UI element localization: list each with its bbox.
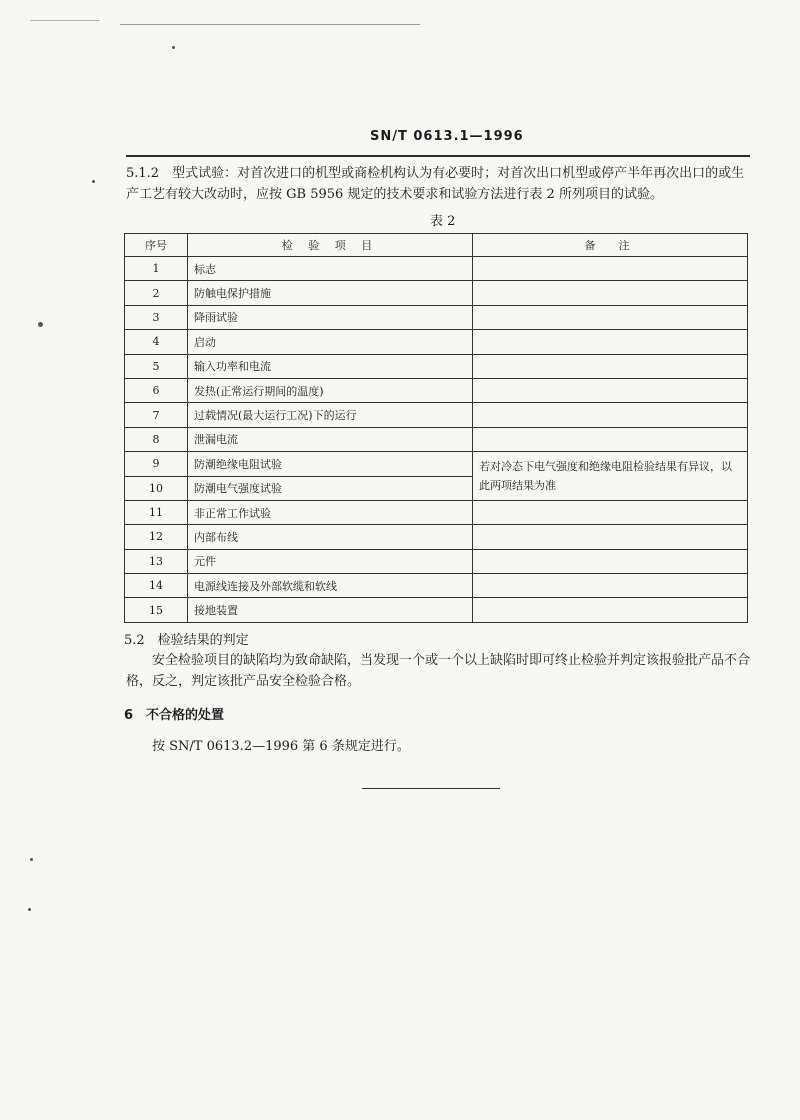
table-row bbox=[125, 427, 748, 451]
header-item: 检 验 项 目 bbox=[188, 234, 473, 257]
scan-artifact-line bbox=[30, 20, 100, 21]
table-row bbox=[125, 525, 748, 549]
scan-speck bbox=[30, 858, 33, 861]
table-row bbox=[125, 574, 748, 598]
row-no: 9 bbox=[125, 452, 188, 476]
table-row bbox=[125, 330, 748, 354]
row-item: 防潮电气强度试验 bbox=[188, 476, 473, 500]
row-item: 过载情况(最大运行工况)下的运行 bbox=[188, 403, 473, 427]
header-remark: 备 注 bbox=[473, 234, 748, 257]
row-remark bbox=[473, 574, 748, 598]
row-remark bbox=[473, 525, 748, 549]
row-no: 1 bbox=[125, 257, 188, 281]
section-5-2-heading: 5.2 检验结果的判定 bbox=[124, 633, 249, 648]
row-no: 12 bbox=[125, 525, 188, 549]
row-remark bbox=[473, 500, 748, 524]
row-item: 标志 bbox=[188, 257, 473, 281]
table-caption: 表 2 bbox=[430, 214, 456, 229]
table-row bbox=[125, 281, 748, 305]
section-6-paragraph: 按 SN/T 0613.2—1996 第 6 条规定进行。 bbox=[152, 739, 410, 754]
row-item: 接地装置 bbox=[188, 598, 473, 622]
table-row bbox=[125, 549, 748, 573]
standard-id: SN/T 0613.1—1996 bbox=[370, 129, 524, 144]
row-remark bbox=[473, 427, 748, 451]
row-no: 10 bbox=[125, 476, 188, 500]
row-item: 发热(正常运行期间的温度) bbox=[188, 378, 473, 402]
row-item: 启动 bbox=[188, 330, 473, 354]
table-row bbox=[125, 354, 748, 378]
row-no: 13 bbox=[125, 549, 188, 573]
row-remark bbox=[473, 354, 748, 378]
row-remark bbox=[473, 598, 748, 622]
section-5-2-paragraph: 安全检验项目的缺陷均为致命缺陷，当发现一个或一个以上缺陷时即可终止检验并判定该报验批产品不合格，反之，判定该批产品安全检验合格。 bbox=[126, 653, 751, 689]
inspection-items-table bbox=[124, 233, 748, 623]
row-no: 4 bbox=[125, 330, 188, 354]
row-remark-merged: 若对冷态下电气强度和绝缘电阻检验结果有异议，以此两项结果为准 bbox=[473, 452, 748, 501]
row-remark bbox=[473, 378, 748, 402]
header-rule bbox=[126, 155, 750, 157]
table-header-row bbox=[125, 234, 748, 257]
row-item: 防触电保护措施 bbox=[188, 281, 473, 305]
row-no: 14 bbox=[125, 574, 188, 598]
row-remark bbox=[473, 281, 748, 305]
table-row bbox=[125, 403, 748, 427]
table-row bbox=[125, 305, 748, 329]
table-row bbox=[125, 257, 748, 281]
row-no: 3 bbox=[125, 305, 188, 329]
row-item: 电源线连接及外部软缆和软线 bbox=[188, 574, 473, 598]
header-no: 序号 bbox=[125, 234, 188, 257]
scan-speck bbox=[28, 908, 31, 911]
end-rule bbox=[362, 788, 500, 789]
row-item: 降雨试验 bbox=[188, 305, 473, 329]
table-row bbox=[125, 378, 748, 402]
row-item: 输入功率和电流 bbox=[188, 354, 473, 378]
row-remark bbox=[473, 403, 748, 427]
row-no: 5 bbox=[125, 354, 188, 378]
row-no: 8 bbox=[125, 427, 188, 451]
row-remark bbox=[473, 257, 748, 281]
row-item: 非正常工作试验 bbox=[188, 500, 473, 524]
table-row bbox=[125, 598, 748, 622]
scan-speck bbox=[92, 180, 95, 183]
row-item: 元件 bbox=[188, 549, 473, 573]
row-no: 15 bbox=[125, 598, 188, 622]
scan-artifact-line bbox=[120, 24, 420, 25]
row-item: 内部布线 bbox=[188, 525, 473, 549]
table-row bbox=[125, 452, 748, 476]
row-no: 2 bbox=[125, 281, 188, 305]
row-no: 7 bbox=[125, 403, 188, 427]
row-remark bbox=[473, 305, 748, 329]
row-item: 泄漏电流 bbox=[188, 427, 473, 451]
section-5-1-2-paragraph: 5.1.2 型式试验：对首次进口的机型或商检机构认为有必要时；对首次出口机型或停产半年再次出口的或生产工艺有较大改动时，应按 GB 5956 规定的技术要求和试验方法进行表 2 所列项目的试验。 bbox=[126, 166, 745, 202]
row-no: 11 bbox=[125, 500, 188, 524]
row-item: 防潮绝缘电阻试验 bbox=[188, 452, 473, 476]
scan-speck bbox=[38, 322, 43, 327]
scan-speck bbox=[172, 46, 175, 49]
row-remark bbox=[473, 330, 748, 354]
section-6-heading: 6 不合格的处置 bbox=[124, 708, 225, 723]
table-row bbox=[125, 500, 748, 524]
row-remark bbox=[473, 549, 748, 573]
row-no: 6 bbox=[125, 378, 188, 402]
